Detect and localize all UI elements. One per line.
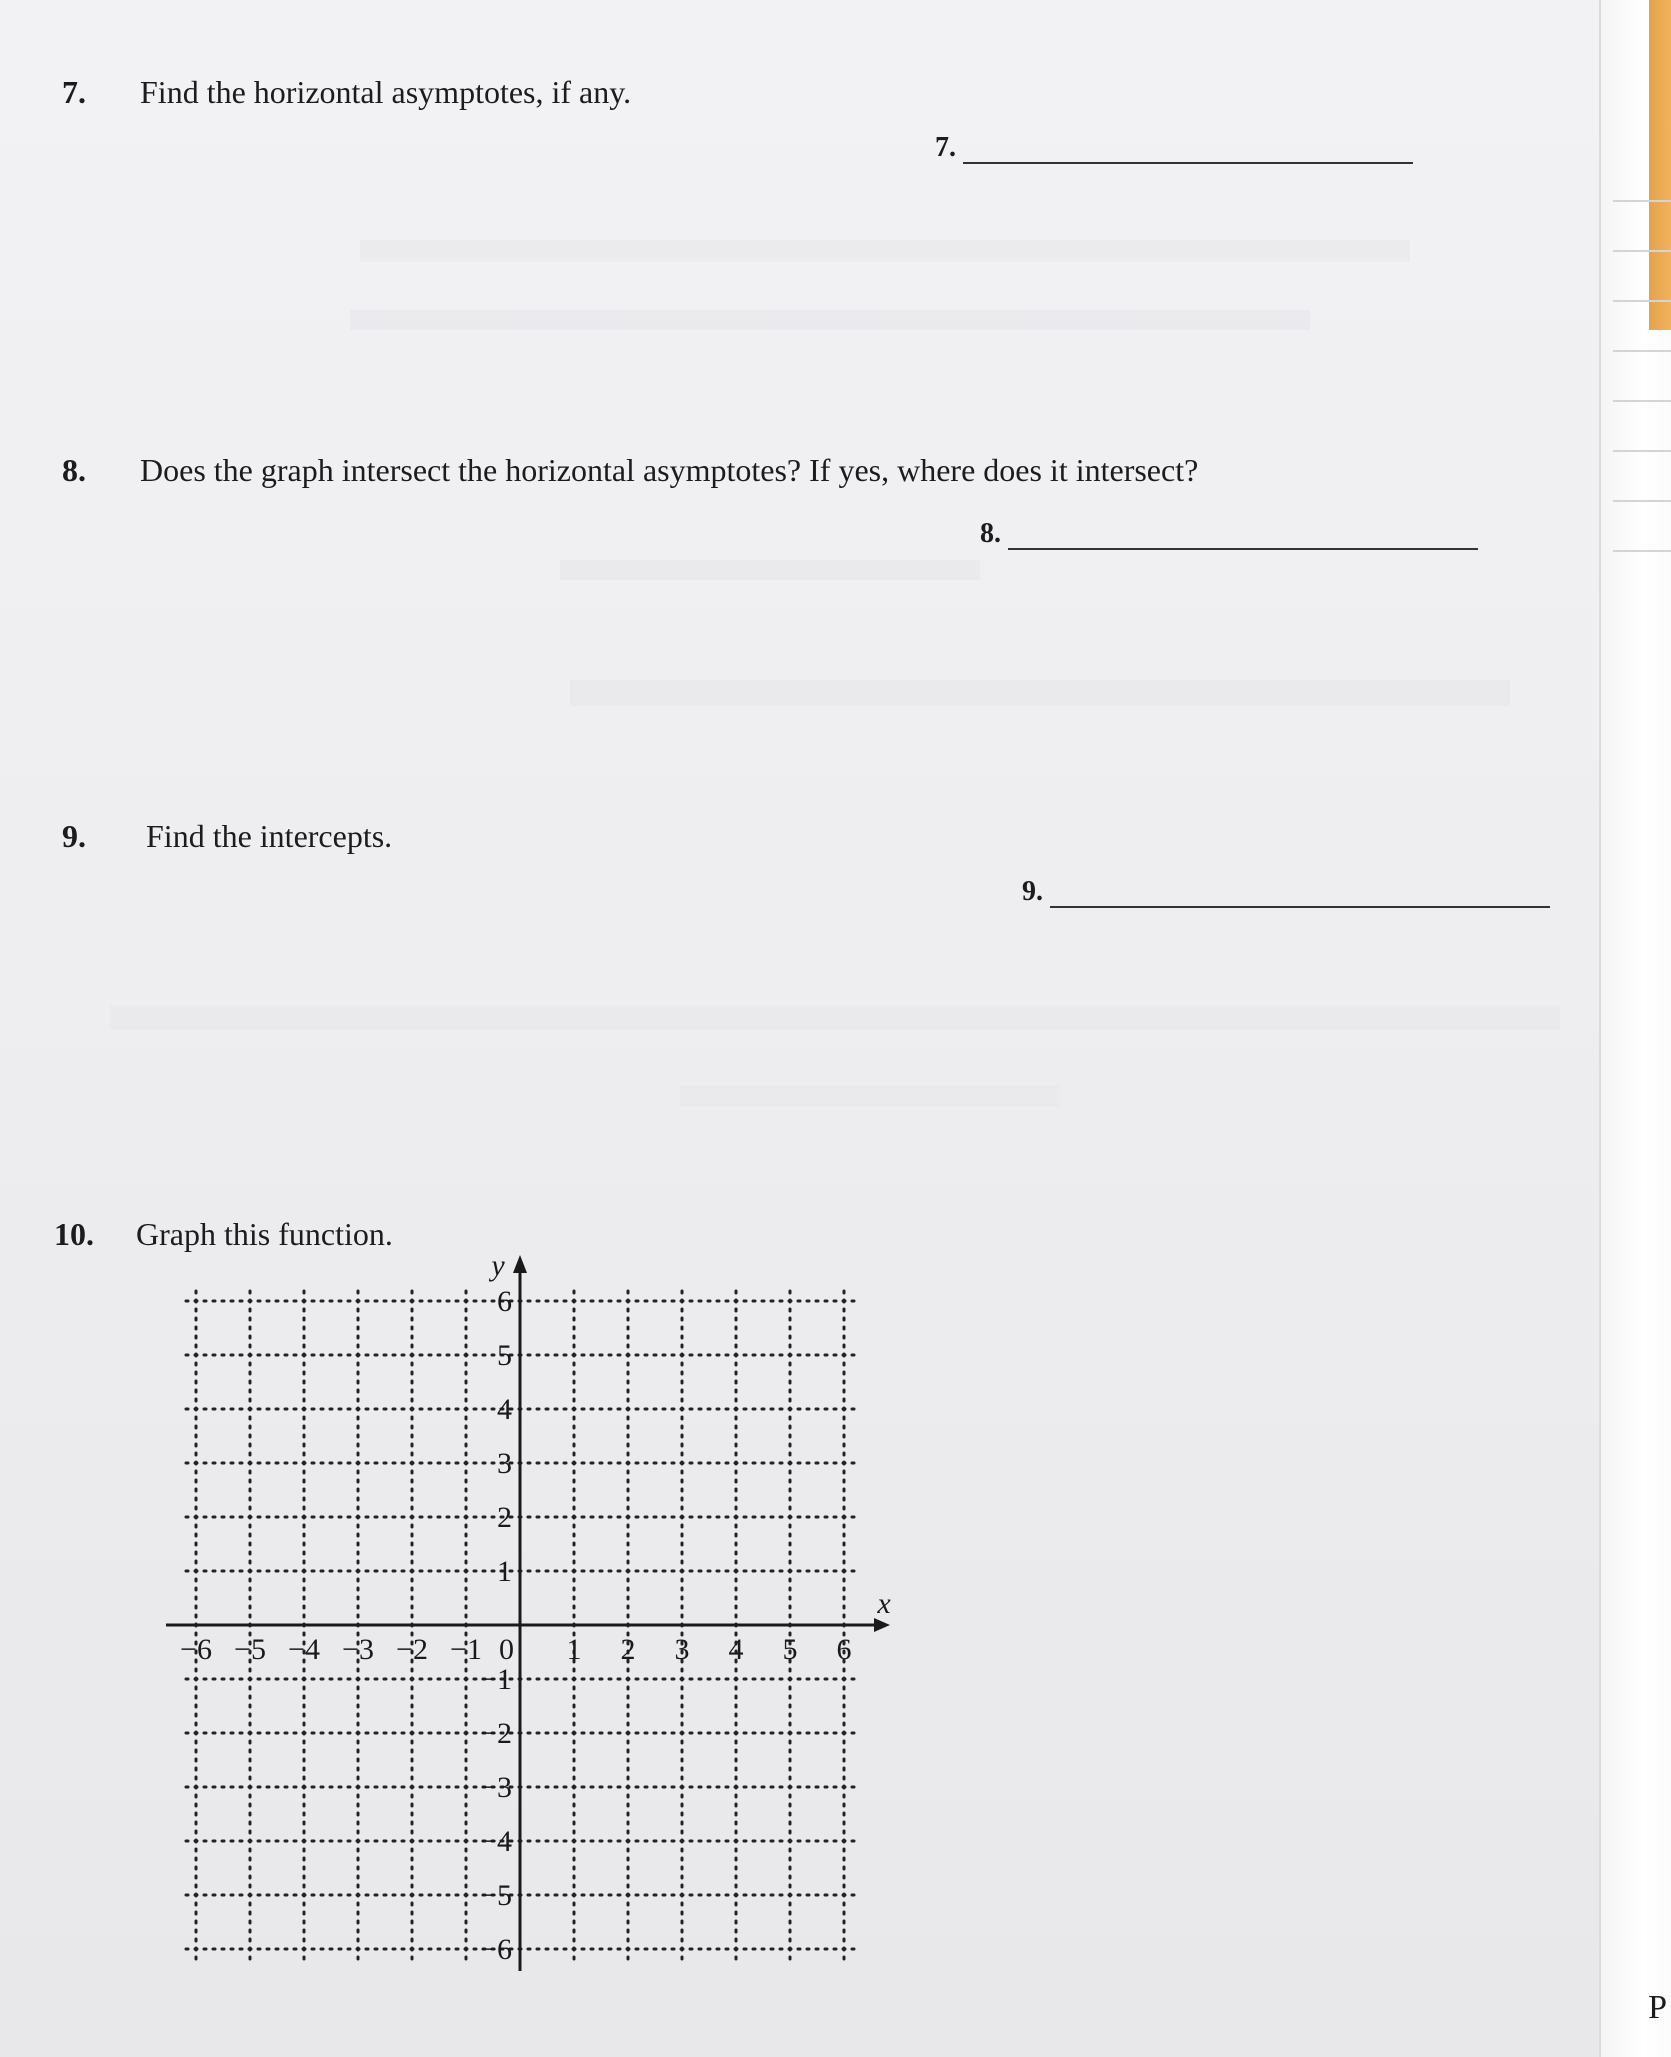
y-tick-label: −4	[480, 1825, 512, 1858]
bleed-through-mark	[570, 680, 1510, 706]
answer-line[interactable]	[1008, 548, 1478, 550]
answer-line[interactable]	[1050, 906, 1550, 908]
question-9	[62, 818, 392, 855]
x-tick-label: −6	[180, 1633, 212, 1666]
x-tick-label: −1	[450, 1633, 482, 1666]
question-number: 10.	[54, 1216, 94, 1252]
answer-label: 9.	[1022, 876, 1043, 907]
origin-label: 0	[499, 1633, 514, 1666]
y-tick-label: 4	[497, 1393, 512, 1426]
answer-label: 7.	[935, 132, 956, 163]
bleed-through-mark	[360, 240, 1410, 262]
answer-line[interactable]	[963, 162, 1413, 164]
corner-letter: P	[1648, 1989, 1667, 2026]
question-10	[54, 1216, 393, 1253]
y-tick-label: 2	[497, 1501, 512, 1534]
y-tick-label: −1	[480, 1663, 512, 1696]
x-tick-label: 1	[566, 1633, 582, 1666]
question-8	[62, 452, 1198, 489]
y-axis-label: y	[491, 1255, 505, 1282]
bleed-through-mark	[560, 560, 980, 580]
x-tick-label: 3	[674, 1633, 690, 1666]
question-text: Graph this function.	[136, 1216, 393, 1252]
y-axis-arrow	[513, 1255, 527, 1273]
y-tick-label: −2	[480, 1717, 512, 1750]
y-tick-label: −3	[480, 1771, 512, 1804]
question-number: 7.	[62, 74, 86, 110]
x-tick-label: 5	[782, 1633, 798, 1666]
answer-blank-8[interactable]	[980, 518, 1478, 550]
coordinate-grid[interactable]	[130, 1255, 910, 2035]
bleed-through-mark	[110, 1005, 1560, 1029]
x-tick-label: −2	[396, 1633, 428, 1666]
underlying-page-edge	[1599, 0, 1671, 2057]
y-tick-label: −6	[480, 1933, 512, 1966]
question-text: Find the horizontal asymptotes, if any.	[140, 74, 632, 110]
question-text: Does the graph intersect the horizontal asymptotes? If yes, where does it intersect?	[140, 452, 1199, 488]
x-axis-arrow	[874, 1618, 890, 1632]
question-7	[62, 74, 631, 111]
bleed-through-mark	[680, 1085, 1060, 1107]
question-text: Find the intercepts.	[146, 818, 393, 854]
question-number: 8.	[62, 452, 86, 488]
x-tick-label: 2	[620, 1633, 636, 1666]
x-tick-label: 6	[836, 1633, 852, 1666]
y-tick-label: 5	[497, 1339, 512, 1372]
answer-label: 8.	[980, 518, 1001, 549]
answer-blank-7[interactable]	[935, 132, 1413, 164]
x-tick-label: −5	[234, 1633, 266, 1666]
y-tick-label: 6	[497, 1285, 512, 1318]
x-tick-label: −4	[288, 1633, 320, 1666]
bleed-through-mark	[350, 310, 1310, 330]
edge-ruled-lines	[1603, 180, 1671, 580]
y-tick-label: −5	[480, 1879, 512, 1912]
y-tick-label: 3	[497, 1447, 512, 1480]
x-axis-label: x	[877, 1587, 891, 1620]
x-tick-label: 4	[728, 1633, 744, 1666]
answer-blank-9[interactable]	[1022, 876, 1550, 908]
x-tick-label: −3	[342, 1633, 374, 1666]
y-tick-label: 1	[497, 1555, 512, 1588]
question-number: 9.	[62, 818, 86, 854]
